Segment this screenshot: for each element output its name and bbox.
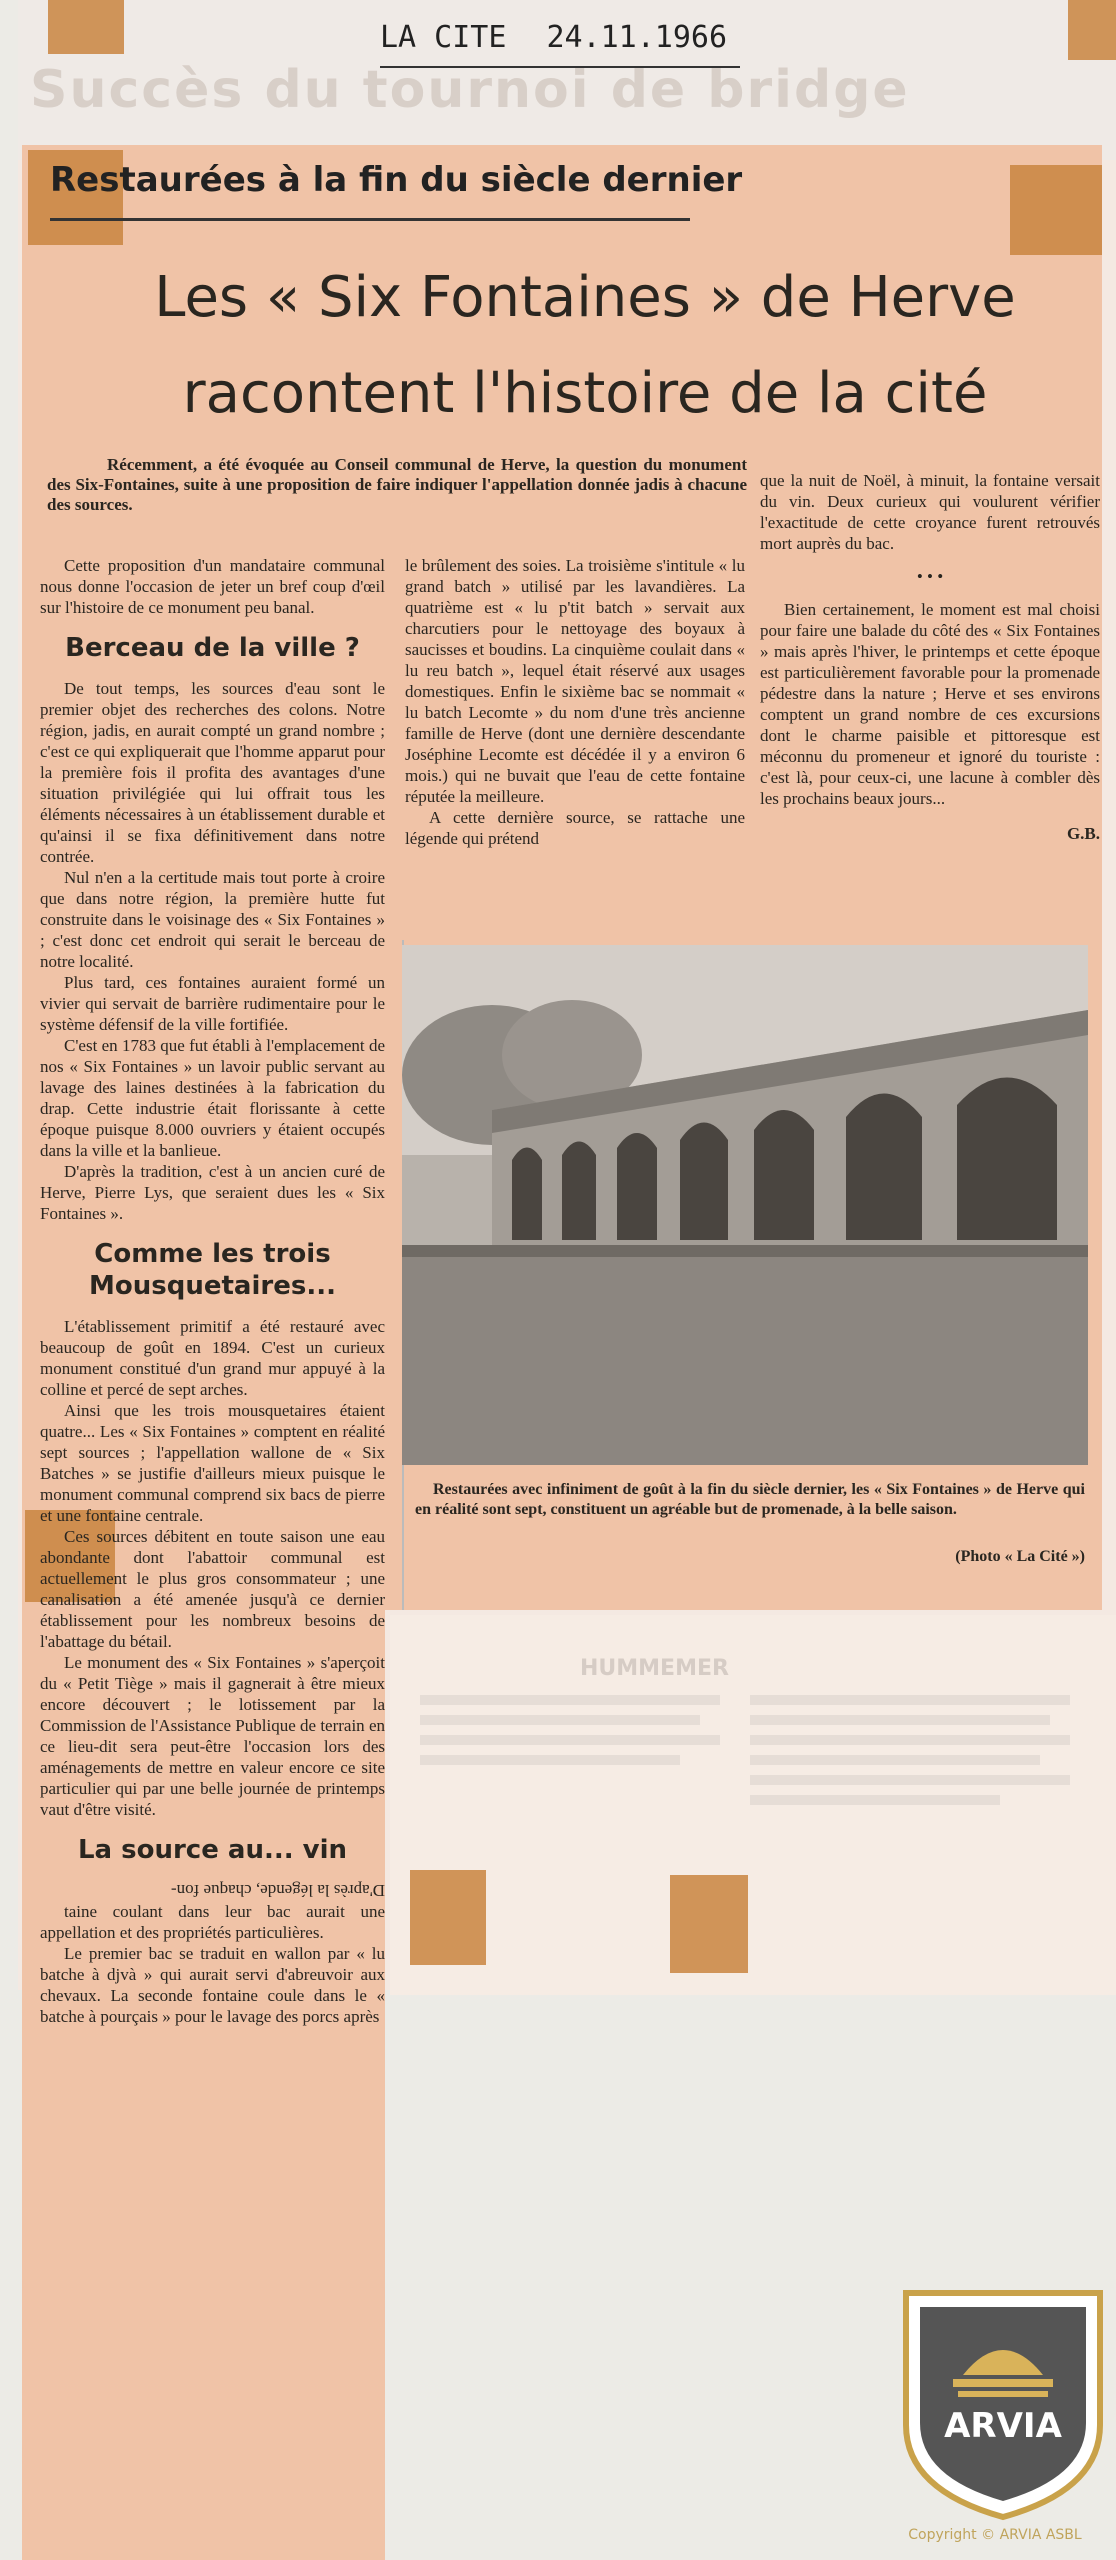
subheading: Berceau de la ville ? [65, 633, 360, 663]
faded-text-area [390, 1615, 1116, 1995]
separator-stars: • • • [916, 567, 944, 586]
paragraph: Ces sources débitent en toute saison une eau abondante dont l'abattoir communal est actuellement le plus gros consommateur ; une canalisation a été amenée jusqu'à ce dernier établissement pour les nombreux besoins de l'abattage du bétail. [40, 1527, 385, 1651]
faded-heading: HUMMEMER [580, 1656, 729, 1681]
headline [60, 250, 1110, 442]
upside-down-line: D'après la légende, chaque fon- [170, 1881, 385, 1900]
headline-line-2: racontent l'histoire de la cité [182, 361, 988, 426]
section-rubric: Restaurées à la fin du siècle dernier [50, 160, 690, 221]
arvia-logo [898, 2285, 1108, 2525]
newspaper-name: LA CITE [380, 20, 507, 55]
photo-caption: Restaurées avec infiniment de goût à la fin du siècle dernier, les « Six Fontaines » de Herve qui en réalité sont sept, constituent un agréable but de promenade, à la belle saison. [415, 1481, 1085, 1518]
logo-text: ARVIA [944, 2406, 1062, 2446]
subheading: Comme les trois Mousquetaires... [89, 1239, 336, 1301]
author-signature: G.B. [1066, 824, 1100, 843]
paragraph: taine coulant dans leur bac aurait une appellation et des propriétés particulières. [40, 1902, 385, 1942]
photo-credit: (Photo « La Cité ») [955, 1548, 1085, 1565]
article-column-1 [40, 555, 385, 2027]
paragraph: Cette proposition d'un mandataire communal nous donne l'occasion de jeter un bref coup d'œil sur l'histoire de ce monument peu banal. [40, 556, 385, 617]
bleed-through-text: Succès du tournoi de bridge [30, 60, 910, 120]
publication-date: 24.11.1966 [546, 20, 728, 55]
tape-stain [1068, 0, 1116, 60]
lead-paragraph: Récemment, a été évoquée au Conseil communal de Herve, la question du monument des Six-Fontaines, suite à une proposition de faire indiquer l'appellation donnée jadis à chacune des sources. [47, 455, 747, 514]
headline-line-1: Les « Six Fontaines » de Herve [154, 265, 1016, 330]
masthead [380, 20, 740, 68]
tape-stain [410, 1870, 486, 1965]
paragraph: De tout temps, les sources d'eau sont le premier objet des recherches des colons. Notre région, jadis, en aurait compté un grand nombre ; c'est ce qui expliquerait que l'homme apparut pour la première fois il profita des avantages d'une situation privilégiée qui lui offrait tous les éléments nécessaires à un établissement durable et qu'ainsi il se fixa définitivement dans notre contrée. [40, 679, 385, 866]
arcade-photo-illustration [402, 945, 1088, 1465]
paragraph: Bien certainement, le moment est mal choisi pour faire une balade du côté des « Six Fontaines » mais après l'hiver, le printemps et cette époque est particulièrement favorable pour la promenade pédestre dans la nature ; Herve et ses environs comptent un grand nombre de ces excursions dont le charme paisible et pittoresque est méconnu du promeneur et ignoré du touriste : c'est là, pour ceux-ci, une lacune à combler dès les prochains beaux jours... [760, 600, 1100, 808]
arvia-shield-icon [898, 2285, 1108, 2525]
copyright-notice: Copyright © ARVIA ASBL [908, 2527, 1082, 2543]
tape-stain [670, 1875, 748, 1973]
paragraph: le brûlement des soies. La troisième s'intitule « lu grand batch » utilisé par les lavandières. La quatrième est « lu p'tit batch » servait aux charcutiers pour le nettoyage des boyaux à saucisses et boudins. La cinquième coulait dans « lu reu batch », lequel était réservé aux usages domestiques. Enfin le sixième bac se nommait « lu batch Lecomte » du nom d'une très ancienne famille de Herve (dont une dernière descendante Joséphine Lecomte est décédée il y a environ 6 mois.) qui ne buvait que l'eau de cette fontaine réputée la meilleure. [405, 556, 745, 806]
paragraph: Ainsi que les trois mousquetaires étaient quatre... Les « Six Fontaines » comptent en réalité sept sources ; l'appellation wallone de « Six Batches » se justifie d'ailleurs mieux puisque le monument communal comprend six bacs de pierre et une fontaine centrale. [40, 1401, 385, 1525]
paragraph: Le monument des « Six Fontaines » s'aperçoit du « Petit Tiège » mais il gagnerait à être mieux encore découvert ; le lotissement par la Commission de l'Assistance Publique de terrain en ce lieu-dit sera peut-être l'occasion lors des aménagements de mettre en valeur encore ce site particulier qui par une belle journée de printemps vaut d'être visité. [40, 1653, 385, 1819]
paragraph: C'est en 1783 que fut établi à l'emplacement de nos « Six Fontaines » un lavoir public servant au lavage des laines destinées à la fabrication du drap. Cette industrie était florissante à cette époque puisque 8.000 ouvriers y étaient occupés dans la ville et la banlieue. [40, 1036, 385, 1160]
paragraph: L'établissement primitif a été restauré avec beaucoup de goût en 1894. C'est un curieux monument constitué d'un grand mur appuyé à la colline et percé de sept arches. [40, 1317, 385, 1399]
paragraph: Le premier bac se traduit en wallon par « lu batche à djvà » qui aurait servi d'abreuvoir aux chevaux. La seconde fontaine coule dans le « batche à pourçais » pour le lavage des porcs après [40, 1944, 385, 2026]
six-fontaines-photo [402, 945, 1088, 1465]
tape-stain [48, 0, 124, 54]
article-column-3 [760, 470, 1100, 844]
subheading: La source au... vin [77, 1835, 348, 1865]
paragraph: D'après la tradition, c'est à un ancien curé de Herve, Pierre Lys, que seraient dues les « Six Fontaines ». [40, 1162, 385, 1223]
tape-stain [1010, 165, 1102, 255]
paragraph: A cette dernière source, se rattache une légende qui prétend [405, 808, 745, 848]
paragraph: que la nuit de Noël, à minuit, la fontaine versait du vin. Deux curieux qui voulurent vérifier l'exactitude de cette croyance furent retrouvés mort auprès du bac. [760, 471, 1100, 553]
article-column-2 [405, 555, 745, 849]
paragraph: Plus tard, ces fontaines auraient formé un vivier qui servait de barrière rudimentaire pour le système défensif de la ville fortifiée. [40, 973, 385, 1034]
paragraph: Nul n'en a la certitude mais tout porte à croire que dans notre région, la première hutte fut construite dans le voisinage des « Six Fontaines » ; c'est donc cet endroit qui serait le berceau de notre localité. [40, 868, 385, 971]
backing-paper-lower [390, 1615, 1116, 1995]
